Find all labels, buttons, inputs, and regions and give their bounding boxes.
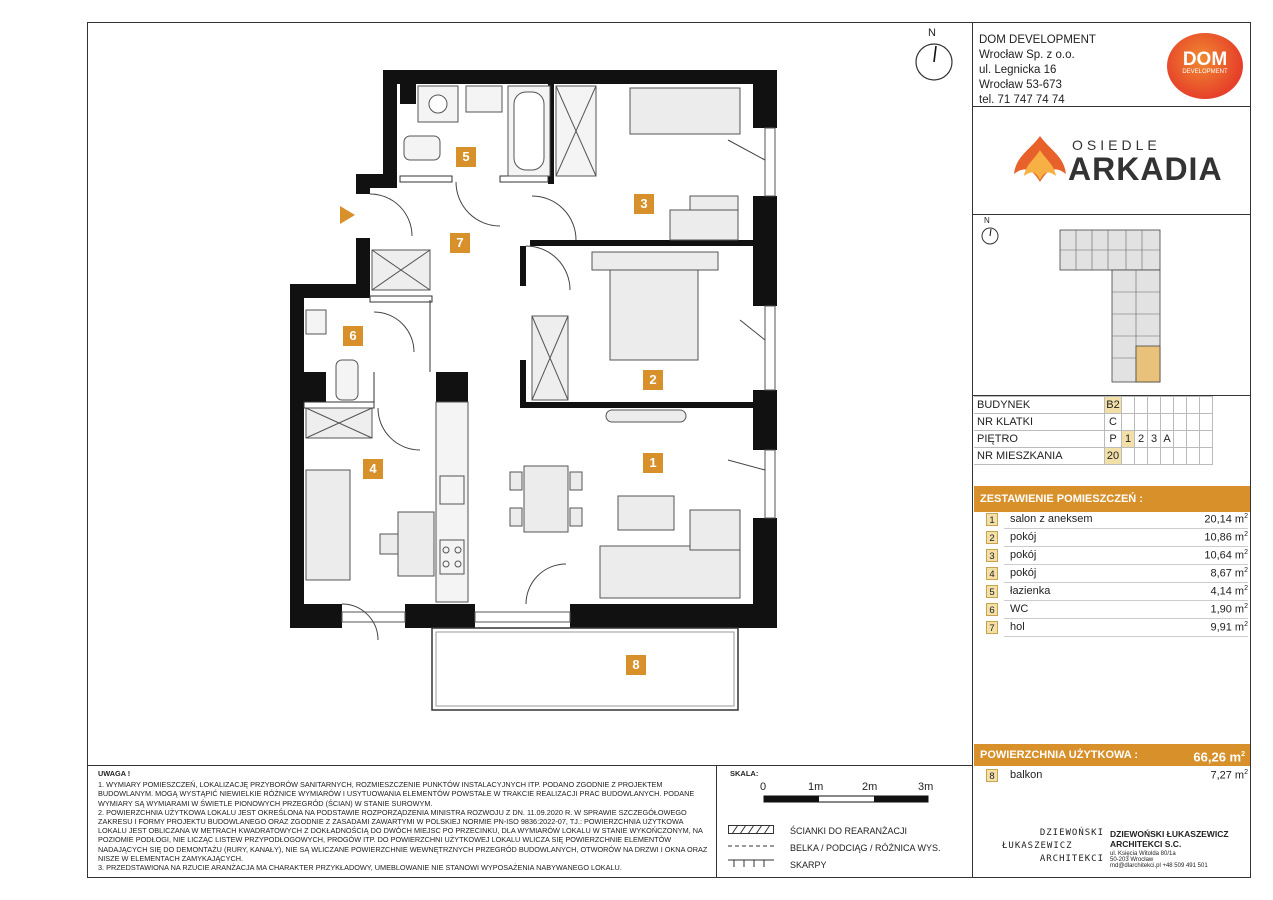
note-1: 1. WYMIARY POMIESZCZEŃ, LOKALIZACJĘ PRZYBORÓW SANITARNYCH, ROZMIESZCZENIE PUNKTÓW INSTALACYJNYCH ITP. PODANO ZGODNIE Z PROJEKTEM BUDOWLANYM. MOGĄ WYSTĄPIĆ NIEWIELKIE RÓŻNICE WYMIARÓW I USYTUOWANIA ELEMENTÓW POWSTAŁE W TRAKCIE REALIZACJI PRAC BUDOWLANYCH. PODANE WYMIARY SĄ WYMIARAMI W ŚWIETLE PIONOWYCH PRZEGRÓD (ŚCIAN) W STANIE SUROWYM.	[98, 780, 695, 808]
company-line1: Wrocław Sp. z o.o.	[979, 49, 1075, 61]
architect-info	[1110, 829, 1229, 869]
floor-2: 2	[1135, 431, 1148, 448]
room-row	[986, 529, 1248, 547]
flat-value: 20	[1105, 448, 1122, 465]
room-name: pokój	[1010, 567, 1037, 579]
rooms-heading: ZESTAWIENIE POMIESZCZEŃ :	[974, 486, 1250, 512]
legend-rearrange: ŚCIANKI DO REARANŻACJI	[790, 826, 908, 836]
stair-label: NR KLATKI	[974, 414, 1105, 431]
room-label-5: 5	[456, 147, 476, 167]
flat-label: NR MIESZKANIA	[974, 448, 1105, 465]
company-line2: ul. Legnicka 16	[979, 64, 1057, 76]
balcony-name: balkon	[1010, 769, 1043, 781]
room-num: 7	[986, 621, 998, 634]
room-label-2: 2	[643, 370, 663, 390]
balcony-area: 7,27 $m^2$	[1210, 769, 1248, 782]
architect-addr1: ul. Księcia Witolda 80/1a	[1110, 851, 1176, 857]
legend-beam: BELKA / PODCIĄG / RÓŻNICA WYS.	[790, 843, 941, 853]
room-row	[986, 583, 1248, 601]
balcony-num: 8	[986, 769, 998, 782]
scale-label: SKALA:	[730, 769, 759, 778]
room-name: łazienka	[1010, 585, 1051, 597]
room-name: pokój	[1010, 531, 1037, 543]
key-plan	[1056, 226, 1168, 386]
legend-slope-icon	[728, 857, 774, 869]
room-area: 10,64 $m^2$	[1204, 549, 1248, 562]
room-name: pokój	[1010, 549, 1037, 561]
building-label: BUDYNEK	[974, 397, 1105, 414]
mini-compass-label: N	[984, 216, 990, 225]
notes	[98, 769, 708, 872]
company-info	[979, 33, 1096, 108]
room-label-1: 1	[643, 453, 663, 473]
scale-t1: 1m	[808, 781, 824, 793]
architect-name1: DZIEWOŃSKI ŁUKASZEWICZ	[1110, 829, 1229, 839]
company-line3: Wrocław 53-673	[979, 79, 1062, 91]
notes-divider	[87, 765, 973, 766]
floor-label: PIĘTRO	[974, 431, 1105, 448]
legend-slope: SKARPY	[790, 860, 827, 870]
dom-logo-sub: DEVELOPMENT	[1182, 69, 1228, 75]
floor-a: A	[1161, 431, 1174, 448]
room-name: hol	[1010, 621, 1025, 633]
notes-title: UWAGA !	[98, 769, 131, 778]
architect-logo-line1: DZIEWOŃSKI	[1039, 828, 1104, 838]
room-area: 10,86 $m^2$	[1204, 531, 1248, 544]
room-num: 6	[986, 603, 998, 616]
room-area: 20,14 $m^2$	[1204, 513, 1248, 526]
compass-label: N	[928, 27, 936, 39]
architect-addr2: 50-203 Wrocław	[1110, 857, 1154, 863]
note-3: 3. PRZEDSTAWIONA NA RZUCIE ARANŻACJA MA CHARAKTER PRZYKŁADOWY, UMEBLOWANIE NIE STANOWI WYPOSAŻENIA NABYWANEGO LOKALU.	[98, 863, 622, 873]
legend-rearrange-icon	[728, 825, 774, 835]
architect-logo-line3: ARCHITEKCI	[1039, 854, 1104, 864]
room-name: WC	[1010, 603, 1029, 615]
room-name: salon z aneksem	[1010, 513, 1093, 525]
project-name: ARKADIA	[1068, 151, 1223, 187]
floor-3: 3	[1148, 431, 1161, 448]
room-num: 1	[986, 513, 998, 526]
total-area-value: 66,26 $m^2$	[1193, 749, 1245, 765]
room-label-7: 7	[450, 233, 470, 253]
room-label-6: 6	[343, 326, 363, 346]
arkadia-logo-icon	[1010, 132, 1070, 190]
legend-beam-icon	[728, 843, 774, 849]
floor-p: P	[1105, 431, 1122, 448]
dom-logo	[1167, 33, 1243, 99]
stair-value: C	[1105, 414, 1122, 431]
room-row	[986, 601, 1248, 619]
scale-t2: 2m	[862, 781, 878, 793]
room-row	[986, 511, 1248, 529]
balcony-row	[986, 767, 1248, 785]
room-num: 5	[986, 585, 998, 598]
room-num: 3	[986, 549, 998, 562]
mini-compass-icon	[980, 226, 1000, 246]
panel-line	[972, 214, 1251, 215]
scale-t3: 3m	[918, 781, 934, 793]
total-area-label: POWIERZCHNIA UŻYTKOWA :	[980, 749, 1139, 761]
scale-bar	[760, 794, 936, 804]
room-label-3: 3	[634, 194, 654, 214]
compass-icon	[914, 42, 954, 82]
room-area: 9,91 $m^2$	[1210, 621, 1248, 634]
floor-1: 1	[1122, 431, 1135, 448]
total-area-bar	[974, 744, 1250, 766]
architect-name2: ARCHITEKCI S.C.	[1110, 839, 1182, 849]
architect-logo-line2: ŁUKASZEWICZ	[1002, 841, 1073, 851]
room-area: 4,14 $m^2$	[1210, 585, 1248, 598]
building-value: B2	[1105, 397, 1122, 414]
architect-contact: md@dlarchitekci.pl +48 509 491 501	[1110, 863, 1208, 869]
apartment-info-table	[974, 396, 1213, 465]
dom-logo-text: DOM	[1182, 49, 1228, 70]
note-2: 2. POWIERZCHNIA UŻYTKOWA LOKALU JEST OKREŚLONA NA PODSTAWIE ROZPORZĄDZENIA MINISTRA ROZWOJU Z DN. 11.09.2020 R. W SPRAWIE SZCZEGÓŁOWEGO ZAKRESU I FORMY PROJEKTU BUDOWLANEGO ORAZ ZGODNIE Z ZASADAMI ZAWARTYMI W POLSKIEJ NORMIE PN-ISO 9836:2022-07, TJ.: POWIERZCHNIA UŻYTKOWA LOKALU JEST OBLICZANA W METRACH KWADRATOWYCH Z DOKŁADNOŚCIĄ DO DWÓCH MIEJSC PO PRZECINKU, DLA WYMIARÓW LOKALU W STANIE WYKOŃCZONYM, NA POZIOMIE PODŁOGI, NIE LICZĄC LISTEW PRZYPODŁOGOWYCH, PROGÓW ITP. DO POWIERZCHNI UŻYTKOWEJ LOKALU WLICZA SIĘ POWIERZCHNIE ELEMENTÓW NADAJĄCYCH SIĘ DO DEMONTAŻU (RURY, KANAŁY), NIE SĄ WLICZANE POWIERZCHNIE WEWNĘTRZNYCH PRZEGRÓD BUDOWLANYCH, OTWORÓW NA DRZWI I OKNA ORAZ NISZE W ELEMENTACH ZAMYKAJĄCYCH.	[98, 807, 708, 863]
room-area: 1,90 $m^2$	[1210, 603, 1248, 616]
room-num: 2	[986, 531, 998, 544]
room-num: 4	[986, 567, 998, 580]
room-row-line	[1004, 636, 1248, 637]
company-name: DOM DEVELOPMENT	[979, 34, 1096, 46]
room-label-8: 8	[626, 655, 646, 675]
company-phone: tel. 71 747 74 74	[979, 94, 1065, 106]
room-row	[986, 547, 1248, 565]
room-area: 8,67 $m^2$	[1210, 567, 1248, 580]
room-row	[986, 619, 1248, 637]
scale-t0: 0	[760, 781, 767, 793]
room-row	[986, 565, 1248, 583]
notes-scale-divider	[716, 765, 717, 878]
project-top: OSIEDLE	[1072, 137, 1161, 153]
architect-logo	[1002, 827, 1104, 866]
room-label-4: 4	[363, 459, 383, 479]
floor-plan	[87, 22, 973, 762]
